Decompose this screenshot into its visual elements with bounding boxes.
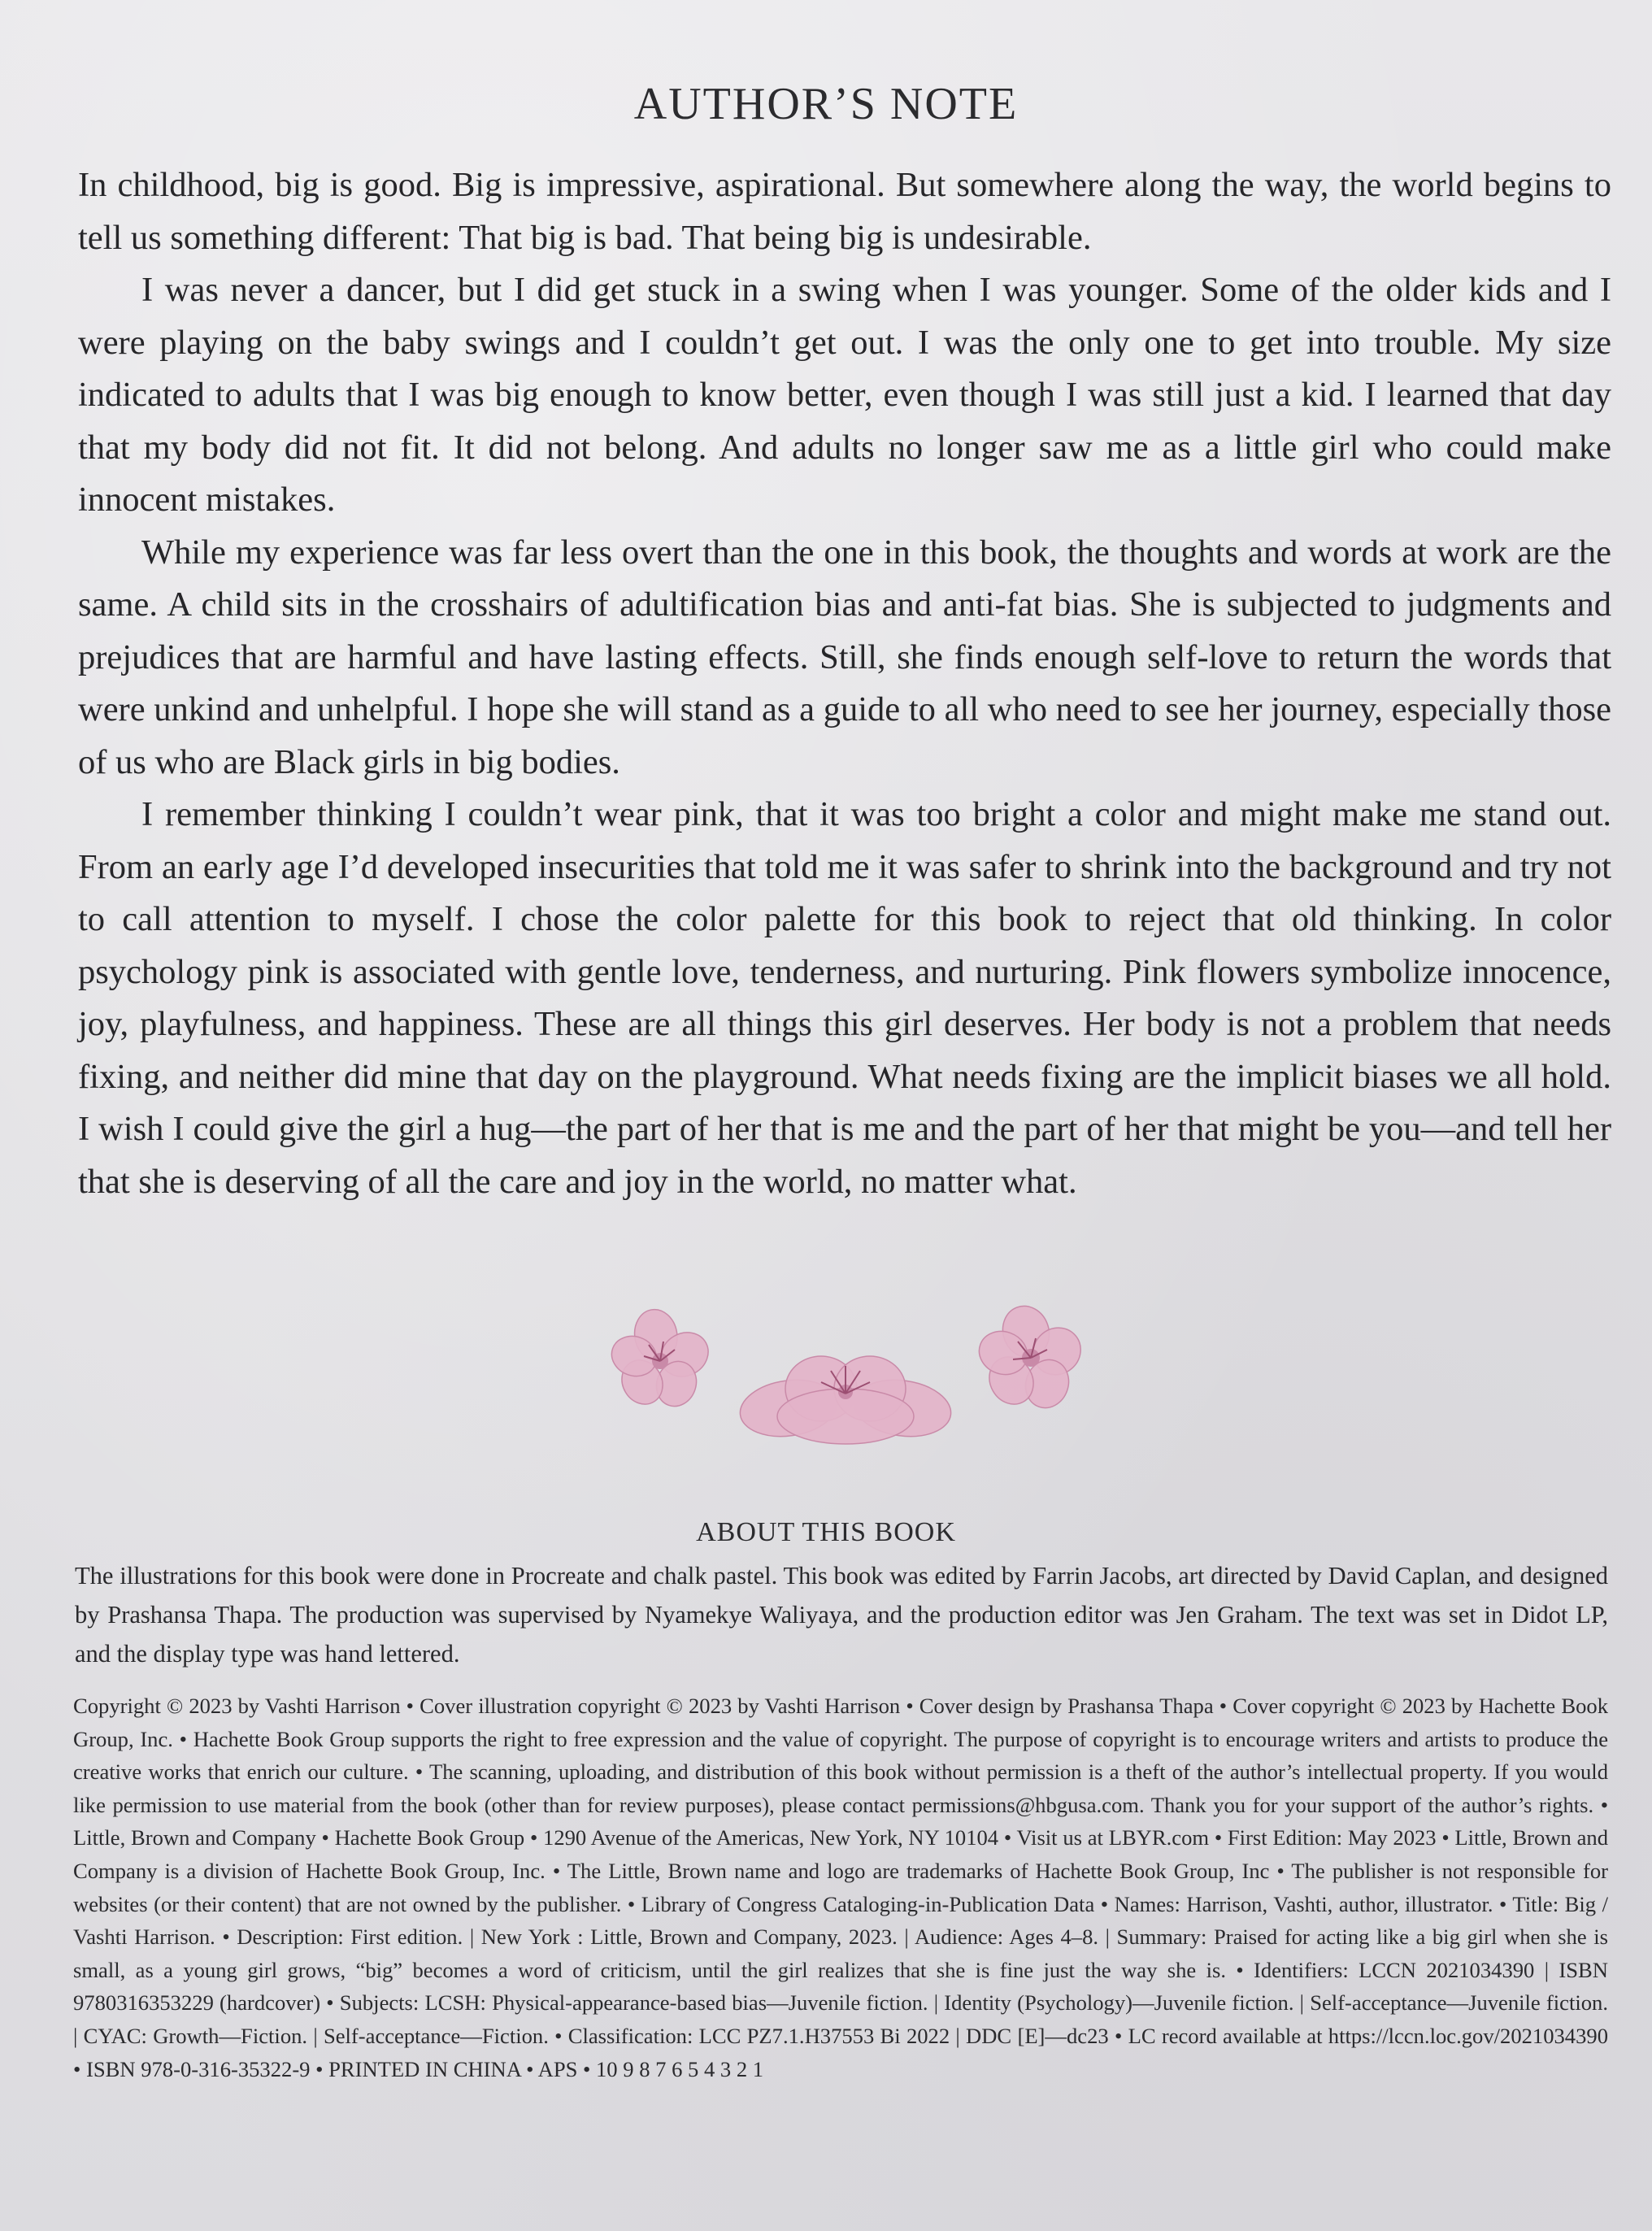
note-paragraph-2: I was never a dancer, but I did get stuck in a swing when I was younger. Some of the older kids and I were playing on the baby swings and I couldn’t get out. I was the only one to get into trouble. My size indicated to adults that I was big enough to know better, even though I was still just a kid. I learned that day that my body did not fit. It did not belong. And adults no longer saw me as a little girl who could make innocent mistakes. (78, 271, 1611, 519)
note-paragraph-4: I remember thinking I couldn’t wear pink, that it was too bright a color and might make me stand out. From an early age I’d developed insecurities that told me it was safer to shrink into the background and try not to call attention to myself. I chose the color palette for this book to reject that old thinking. In color psychology pink is associated with gentle love, tenderness, and nurturing. Pink flowers symbolize innocence, joy, playfulness, and happiness. These are all things this girl deserves. Her body is not a problem that needs fixing, and neither did mine that day on the playground. What needs fixing are the implicit biases we all hold. I wish I could give the girl a hug—the part of her that is me and the part of her that might be you—and tell her that she is deserving of all the care and joy in the world, no matter what. (78, 795, 1611, 1201)
authors-note-title: AUTHOR’S NOTE (633, 79, 1019, 129)
copyright-text: Copyright © 2023 by Vashti Harrison • Cover illustration copyright © 2023 by Vashti Harrison • Cover design by Prashansa Thapa • Cover copyright © 2023 by Hachette Book Group, Inc. • Hachette Book Group supports the right to free expression and the value of copyright. The purpose of copyright is to encourage writers and artists to produce the creative works that enrich our culture. • The scanning, uploading, and distribution of this book without permission is a theft of the author’s intellectual property. If you would like permission to use material from the book (other than for review purposes), please contact permissions@hbgusa.com. Thank you for your support of the author’s rights. • Little, Brown and Company • Hachette Book Group • 1290 Avenue of the Americas, New York, NY 10104 • Visit us at LBYR.com • First Edition: May 2023 • Little, Brown and Company is a division of Hachette Book Group, Inc. • The Little, Brown name and logo are trademarks of Hachette Book Group, Inc • The publisher is not responsible for websites (or their content) that are not owned by the publisher. • Library of Congress Cataloging-in-Publication Data • Names: Harrison, Vashti, author, illustrator. • Title: Big / Vashti Harrison. • Description: First edition. | New York : Little, Brown and Company, 2023. | Audience: Ages 4–8. | Summary: Praised for acting like a big girl when she is small, as a young girl grows, “big” becomes a word of criticism, until the girl realizes that she is fine just the way she is. • Identifiers: LCCN 2021034390 | ISBN 9780316353229 (hardcover) • Subjects: LCSH: Physical-appearance-based bias—Juvenile fiction. | Identity (Psychology)—Juvenile fiction. | Self-acceptance—Juvenile fiction. | CYAC: Growth—Fiction. | Self-acceptance—Fiction. • Classification: LCC PZ7.1.H37553 Bi 2022 | DDC [E]—dc23 • LC record available at https://lccn.loc.gov/2021034390 • ISBN 978-0-316-35322-9 • PRINTED IN CHINA • APS • 10 9 8 7 6 5 4 3 2 1 (73, 1694, 1608, 2081)
pink-flower-icon (737, 1356, 954, 1444)
note-paragraph-1: In childhood, big is good. Big is impressive, aspirational. But somewhere along the way, the world begins to tell us something different: That big is bad. That being big is undesirable. (78, 166, 1611, 257)
note-paragraph-3: While my experience was far less overt than the one in this book, the thoughts and words at work are the same. A child sits in the crosshairs of adultification bias and anti-fat bias. She is subjected to judgments and prejudices that are harmful and have lasting effects. Still, she finds enough self-love to return the words that were unkind and unhelpful. I hope she will stand as a guide to all who need to see her journey, especially those of us who are Black girls in big bodies. (78, 533, 1611, 781)
about-this-book-title: ABOUT THIS BOOK (696, 1517, 956, 1547)
authors-note-body (78, 159, 1611, 1208)
about-this-book-text: The illustrations for this book were done in Procreate and chalk pastel. This book was edited by Farrin Jacobs, art directed by David Caplan, and designed by Prashansa Thapa. The production was supervised by Nyamekye Waliyaya, and the production editor was Jen Graham. The text was set in Didot LP, and the display type was hand lettered. (75, 1562, 1608, 1668)
pink-flower-icon (973, 1301, 1090, 1414)
pink-flower-icon (606, 1306, 716, 1411)
pink-flowers-illustration (585, 1301, 1106, 1463)
